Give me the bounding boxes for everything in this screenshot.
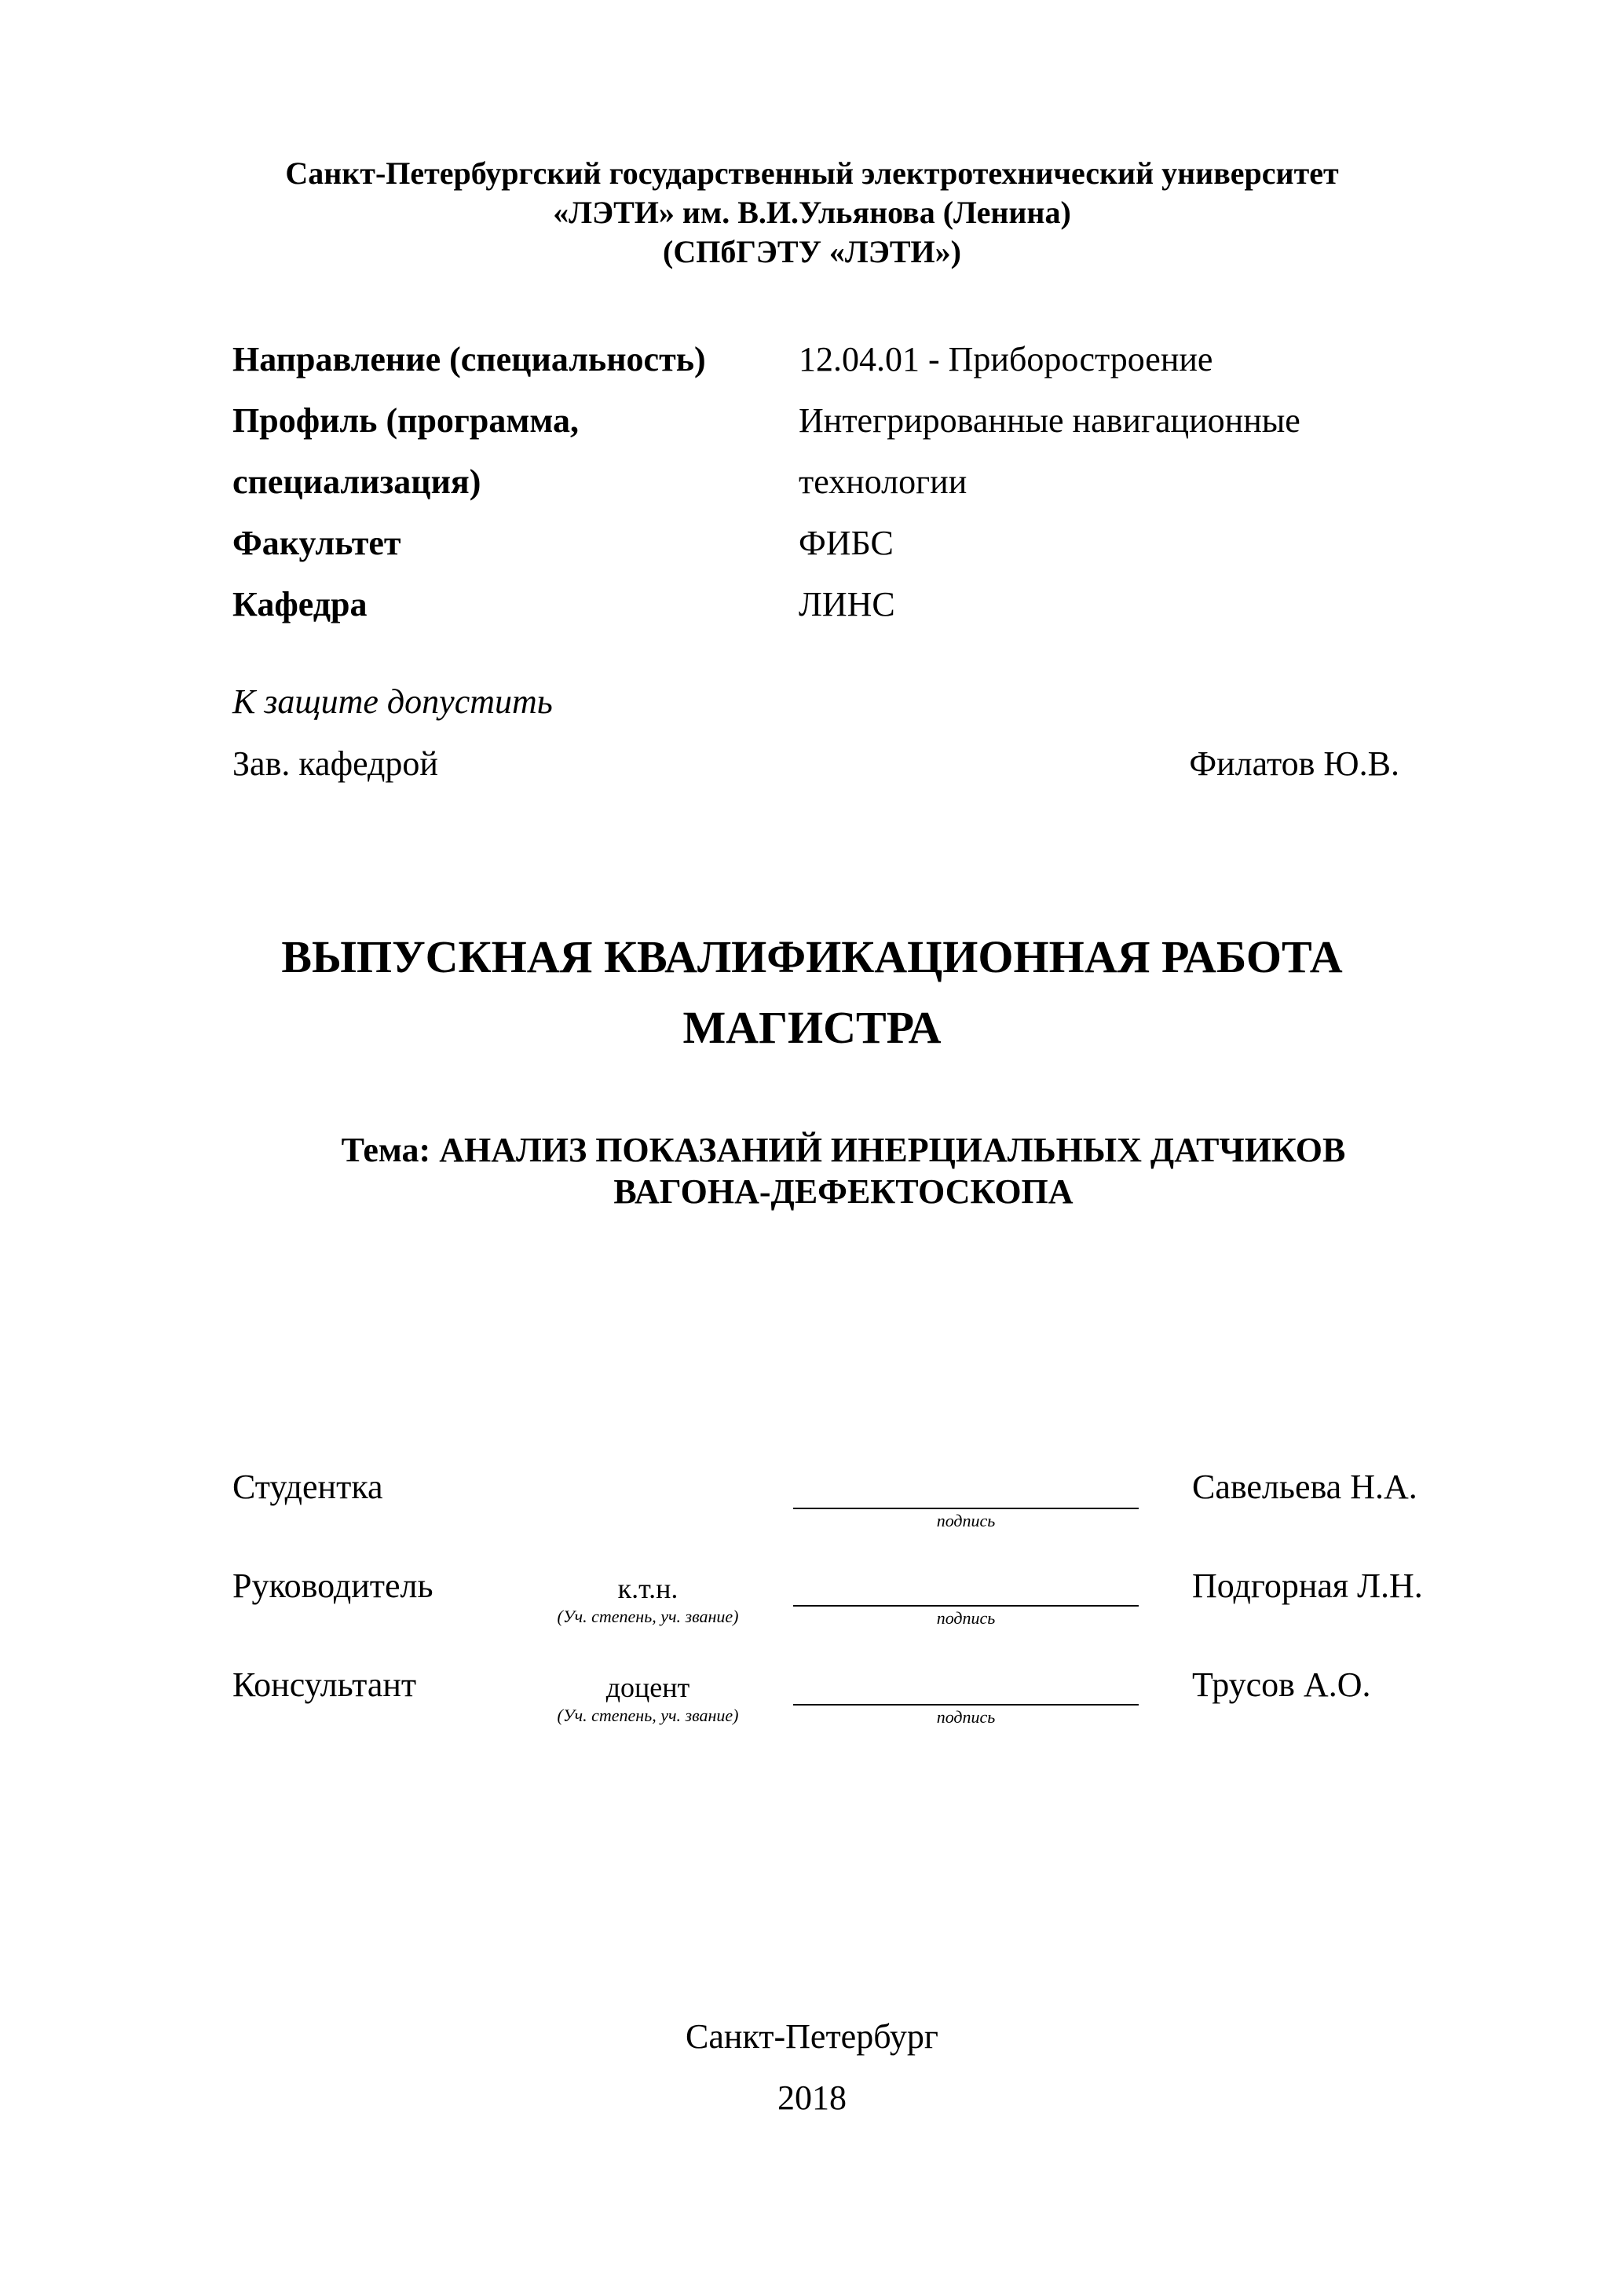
profile-label-line2: специализация) (232, 462, 481, 501)
consultant-degree-caption: (Уч. степень, уч. звание) (557, 1706, 739, 1725)
consultant-signature-caption: подпись (936, 1707, 996, 1727)
profile-value-line1: Интегрированные навигационные (799, 401, 1300, 440)
consultant-name: Трусов А.О. (1192, 1665, 1371, 1704)
department-label: Кафедра (232, 585, 368, 623)
student-signature-line (793, 1508, 1139, 1509)
thesis-title-line1: ВЫПУСКНАЯ КВАЛИФИКАЦИОННАЯ РАБОТА (281, 931, 1343, 982)
thesis-title (0, 922, 1624, 1063)
university-abbreviation: (СПбГЭТУ «ЛЭТИ») (663, 234, 961, 269)
student-role: Студентка (232, 1468, 383, 1506)
city: Санкт-Петербург (686, 2017, 938, 2056)
student-name: Савельева Н.А. (1192, 1468, 1417, 1506)
supervisor-role: Руководитель (232, 1567, 433, 1605)
thesis-topic (0, 1129, 1624, 1212)
department-value: ЛИНС (799, 585, 895, 623)
consultant-signature-line (793, 1704, 1139, 1706)
faculty-label: Факультет (232, 524, 401, 562)
supervisor-signature-caption: подпись (936, 1608, 996, 1628)
thesis-topic-line1: Тема: АНАЛИЗ ПОКАЗАНИЙ ИНЕРЦИАЛЬНЫХ ДАТЧИКОВ (341, 1131, 1346, 1169)
admission-text: К защите допустить (232, 682, 553, 721)
supervisor-degree: к.т.н. (617, 1573, 678, 1604)
thesis-topic-line2: ВАГОНА-ДЕФЕКТОСКОПА (613, 1172, 1074, 1211)
consultant-degree: доцент (605, 1672, 690, 1703)
student-signature-caption: подпись (936, 1511, 996, 1530)
direction-label: Направление (специальность) (232, 340, 706, 378)
university-name-line1: Санкт-Петербургский государственный электротехнический университет (285, 155, 1339, 191)
consultant-role: Консультант (232, 1665, 417, 1704)
direction-value: 12.04.01 - Приборостроение (799, 340, 1213, 378)
supervisor-degree-caption: (Уч. степень, уч. звание) (557, 1607, 739, 1626)
university-name-line2: «ЛЭТИ» им. В.И.Ульянова (Ленина) (553, 195, 1071, 230)
profile-value-line2: технологии (799, 462, 967, 501)
supervisor-name: Подгорная Л.Н. (1192, 1567, 1423, 1605)
profile-label-line1: Профиль (программа, (232, 401, 580, 440)
thesis-title-line2: МАГИСТРА (682, 1002, 942, 1053)
head-of-department-name: Филатов Ю.В. (1189, 744, 1399, 783)
year: 2018 (777, 2078, 847, 2117)
supervisor-signature-line (793, 1605, 1139, 1607)
head-of-department-role: Зав. кафедрой (232, 744, 438, 783)
university-header (0, 154, 1624, 272)
faculty-value: ФИБС (799, 524, 894, 562)
